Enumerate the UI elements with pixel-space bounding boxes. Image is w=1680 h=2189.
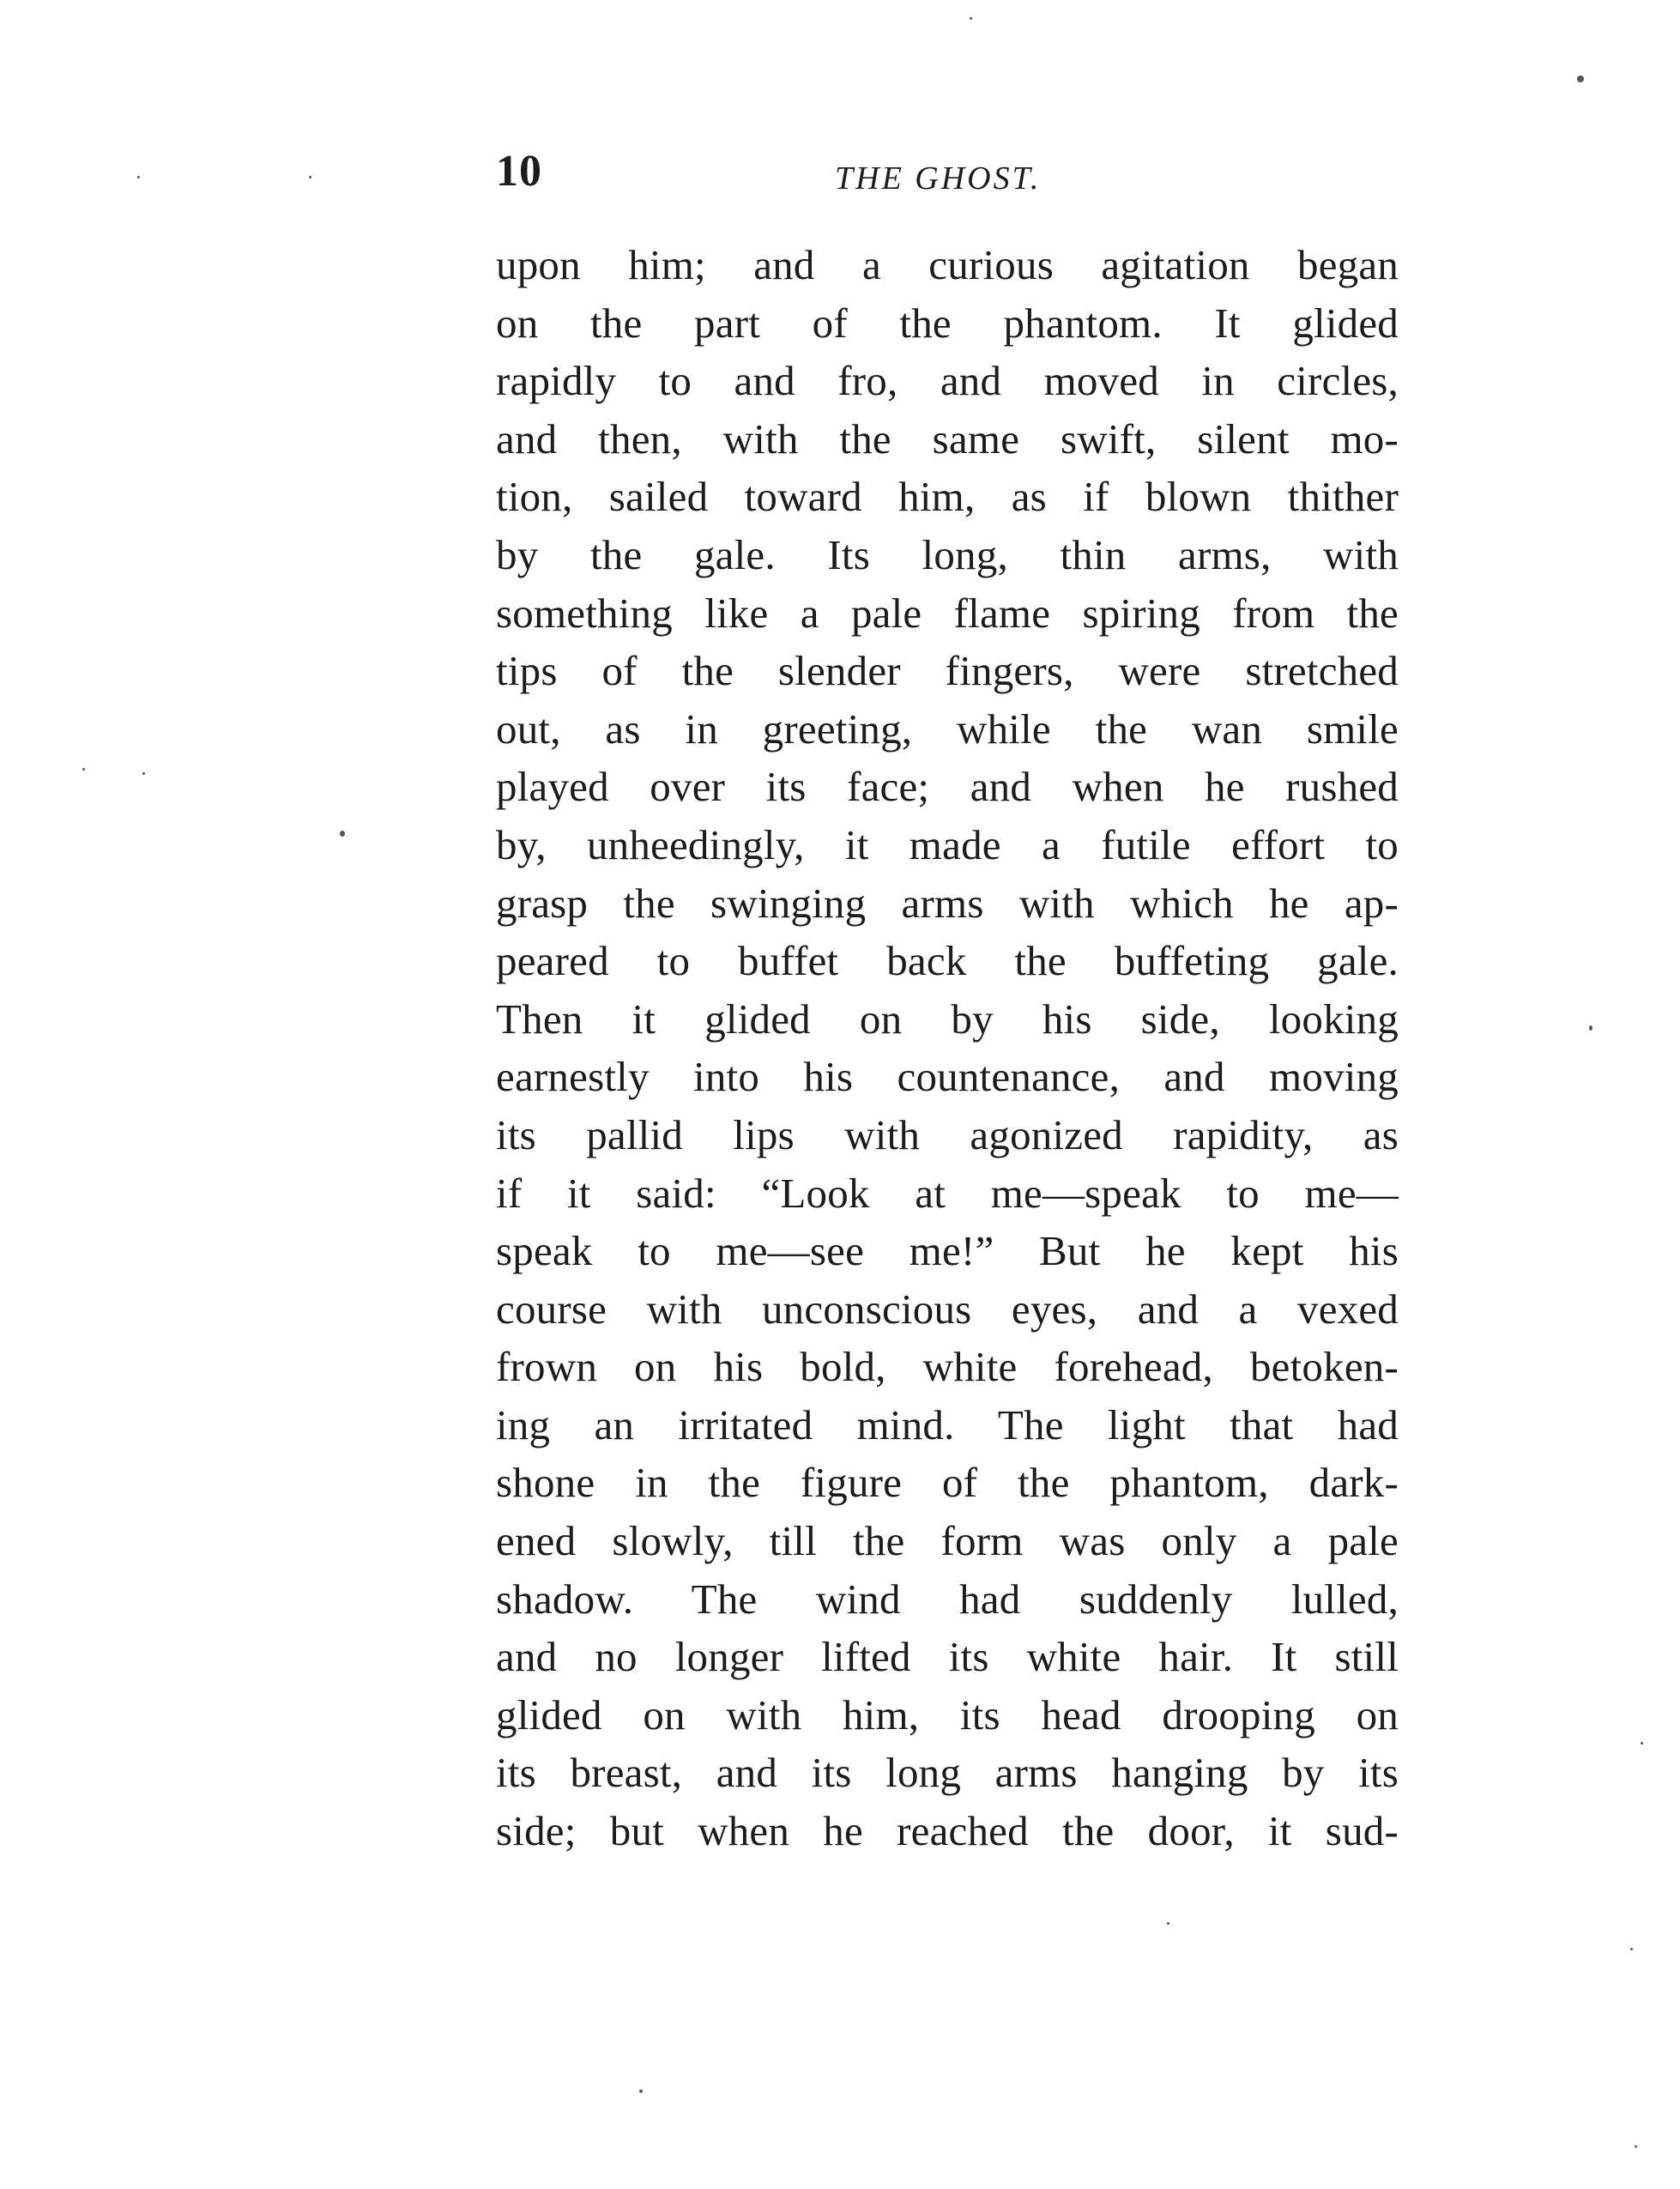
text-line: by the gale. Its long, thin arms, with [496, 530, 1399, 578]
text-line: if it said: “Look at me—speak to me— [496, 1169, 1399, 1217]
text-line: its pallid lips with agonized rapidity, as [496, 1110, 1399, 1158]
text-line: its breast, and its long arms hanging by its [496, 1749, 1399, 1797]
text-line: ing an irritated mind. The light that had [496, 1400, 1399, 1448]
text-line: tion, sailed toward him, as if blown thither [496, 473, 1399, 521]
scan-speck [1630, 1948, 1633, 1950]
text-line: by, unheedingly, it made a futile effort to [496, 820, 1399, 868]
text-line: course with unconscious eyes, and a vexed [496, 1285, 1399, 1333]
page-number: 10 [496, 147, 542, 196]
scan-speck [1641, 1742, 1643, 1745]
text-line: and then, with the same swift, silent mo- [496, 414, 1399, 463]
scan-speck [1577, 76, 1584, 82]
text-line: frown on his bold, white forehead, betoken- [496, 1343, 1399, 1391]
text-line: upon him; and a curious agitation began [496, 241, 1399, 288]
text-line: played over its face; and when he rushed [496, 763, 1399, 811]
scan-speck [1635, 2145, 1637, 2148]
text-line: on the part of the phantom. It glided [496, 299, 1399, 347]
scan-speck [137, 176, 140, 178]
text-line: tips of the slender fingers, were stretched [496, 647, 1399, 695]
body-text [496, 236, 1399, 1860]
scan-speck [340, 831, 345, 837]
text-line: peared to buffet back the buffeting gale. [496, 937, 1399, 985]
text-line: something like a pale flame spiring from the [496, 589, 1399, 637]
text-line: shadow. The wind had suddenly lulled, [496, 1575, 1399, 1623]
running-head: THE GHOST. [835, 160, 1042, 197]
scan-speck [970, 17, 972, 20]
text-line: out, as in greeting, while the wan smile [496, 704, 1399, 753]
scan-speck [1167, 1922, 1169, 1925]
text-line: earnestly into his countenance, and moving [496, 1053, 1399, 1101]
text-line: shone in the figure of the phantom, dark- [496, 1459, 1399, 1507]
text-line: grasp the swinging arms with which he ap- [496, 879, 1399, 927]
page-header [496, 146, 1399, 206]
text-line: ened slowly, till the form was only a pale [496, 1517, 1399, 1565]
scan-speck [82, 768, 85, 771]
text-line: Then it glided on by his side, looking [496, 995, 1399, 1043]
text-line: side; but when he reached the door, it sud- [496, 1807, 1399, 1855]
scan-speck [1589, 1025, 1592, 1031]
scan-speck [142, 772, 145, 775]
scan-speck [639, 2089, 643, 2093]
scan-speck [309, 176, 311, 178]
text-line: glided on with him, its head drooping on [496, 1690, 1399, 1739]
text-line: rapidly to and fro, and moved in circles, [496, 357, 1399, 405]
text-line: speak to me—see me!” But he kept his [496, 1227, 1399, 1275]
text-line: and no longer lifted its white hair. It still [496, 1633, 1399, 1681]
